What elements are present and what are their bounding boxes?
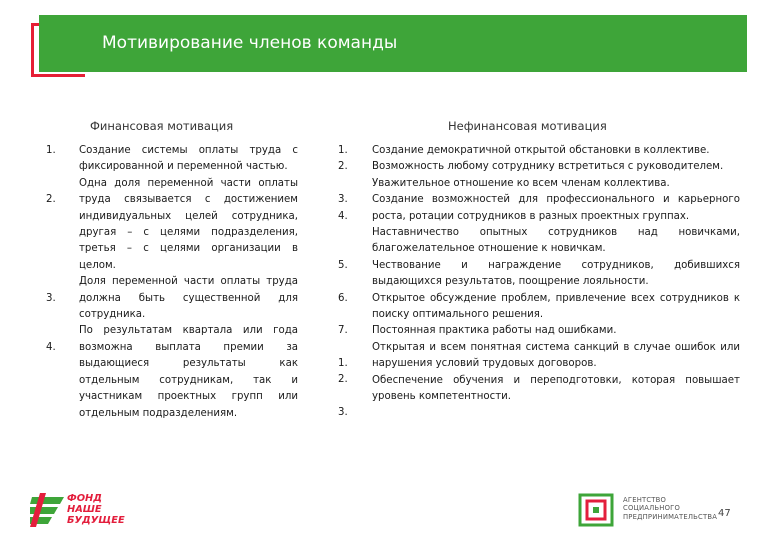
list-item: Создание системы оплаты труда с фиксированной и переменной частью. — [79, 145, 298, 173]
agency-logo-text: АГЕНТСТВО СОЦИАЛЬНОГО ПРЕДПРИНИМАТЕЛЬСТВА — [623, 496, 718, 521]
list-number: 1. — [46, 145, 56, 156]
list-item: Обеспечение обучения и переподготовки, которая повышает уровень компетентности. — [372, 374, 740, 403]
list-item: Открытая и всем понятная система санкций в случае ошибок или нарушения условий трудовых договоров. — [372, 341, 740, 370]
list-item: По результатам квартала или года возможна выплата премии за выдающиеся результаты как отдельным сотрудникам, так и участникам проектных групп или отдельным подразделениям. — [79, 325, 298, 419]
fund-logo-text: ФОНД НАШЕ БУДУЩЕЕ — [67, 493, 125, 526]
list-number: 3. — [338, 194, 348, 206]
non-financial-list-numbers — [338, 143, 348, 422]
list-number: 7. — [338, 325, 348, 337]
list-number: 1. — [338, 358, 348, 370]
agency-logo — [578, 493, 728, 527]
list-number: 6. — [338, 292, 348, 304]
list-item: Чествование и награждение сотрудников, добившихся выдающихся результатов, поощрение лояльности. — [372, 259, 740, 288]
page-number: 47 — [718, 508, 731, 519]
fund-logo-mark-icon — [30, 493, 66, 527]
list-number: 3. — [46, 292, 56, 304]
financial-list — [79, 143, 298, 422]
list-item: Уважительное отношение ко всем членам коллектива. — [372, 177, 670, 189]
list-number: 2. — [338, 161, 348, 173]
list-item: Создание демократичной открытой обстановки в коллективе. — [372, 145, 710, 156]
list-item: Наставничество опытных сотрудников над новичками, благожелательное отношение к новичкам. — [372, 227, 740, 255]
list-item: Открытое обсуждение проблем, привлечение всех сотрудников к поиску оптимального решения. — [372, 292, 740, 321]
list-item: Возможность любому сотруднику встретиться с руководителем. — [372, 161, 724, 173]
list-number: 4. — [46, 341, 56, 353]
financial-heading: Финансовая мотивация — [90, 119, 234, 133]
slide-title: Мотивирование членов команды — [102, 33, 398, 53]
fund-logo — [30, 493, 130, 527]
financial-list-numbers — [46, 143, 56, 356]
list-number: 5. — [338, 259, 348, 271]
list-item: Постоянная практика работы над ошибками. — [372, 325, 617, 337]
list-number: 1. — [338, 145, 348, 156]
list-item: Одна доля переменной части оплаты труда связывается с достижением индивидуальных целей сотрудника, другая – с целями подразделения, третья – с целями организации в целом. — [79, 177, 298, 271]
list-item: Создание возможностей для профессионального и карьерного роста, ротации сотрудников в разных проектных группах. — [372, 194, 740, 222]
non-financial-heading: Нефинансовая мотивация — [448, 119, 607, 133]
list-number: 2. — [338, 374, 348, 386]
list-item: Доля переменной части оплаты труда должна быть существенной для сотрудника. — [79, 276, 298, 321]
list-number: 4. — [338, 210, 348, 222]
list-number: 3. — [338, 407, 348, 419]
non-financial-list — [372, 143, 740, 406]
agency-logo-mark-icon — [578, 493, 614, 527]
list-number: 2. — [46, 194, 56, 206]
